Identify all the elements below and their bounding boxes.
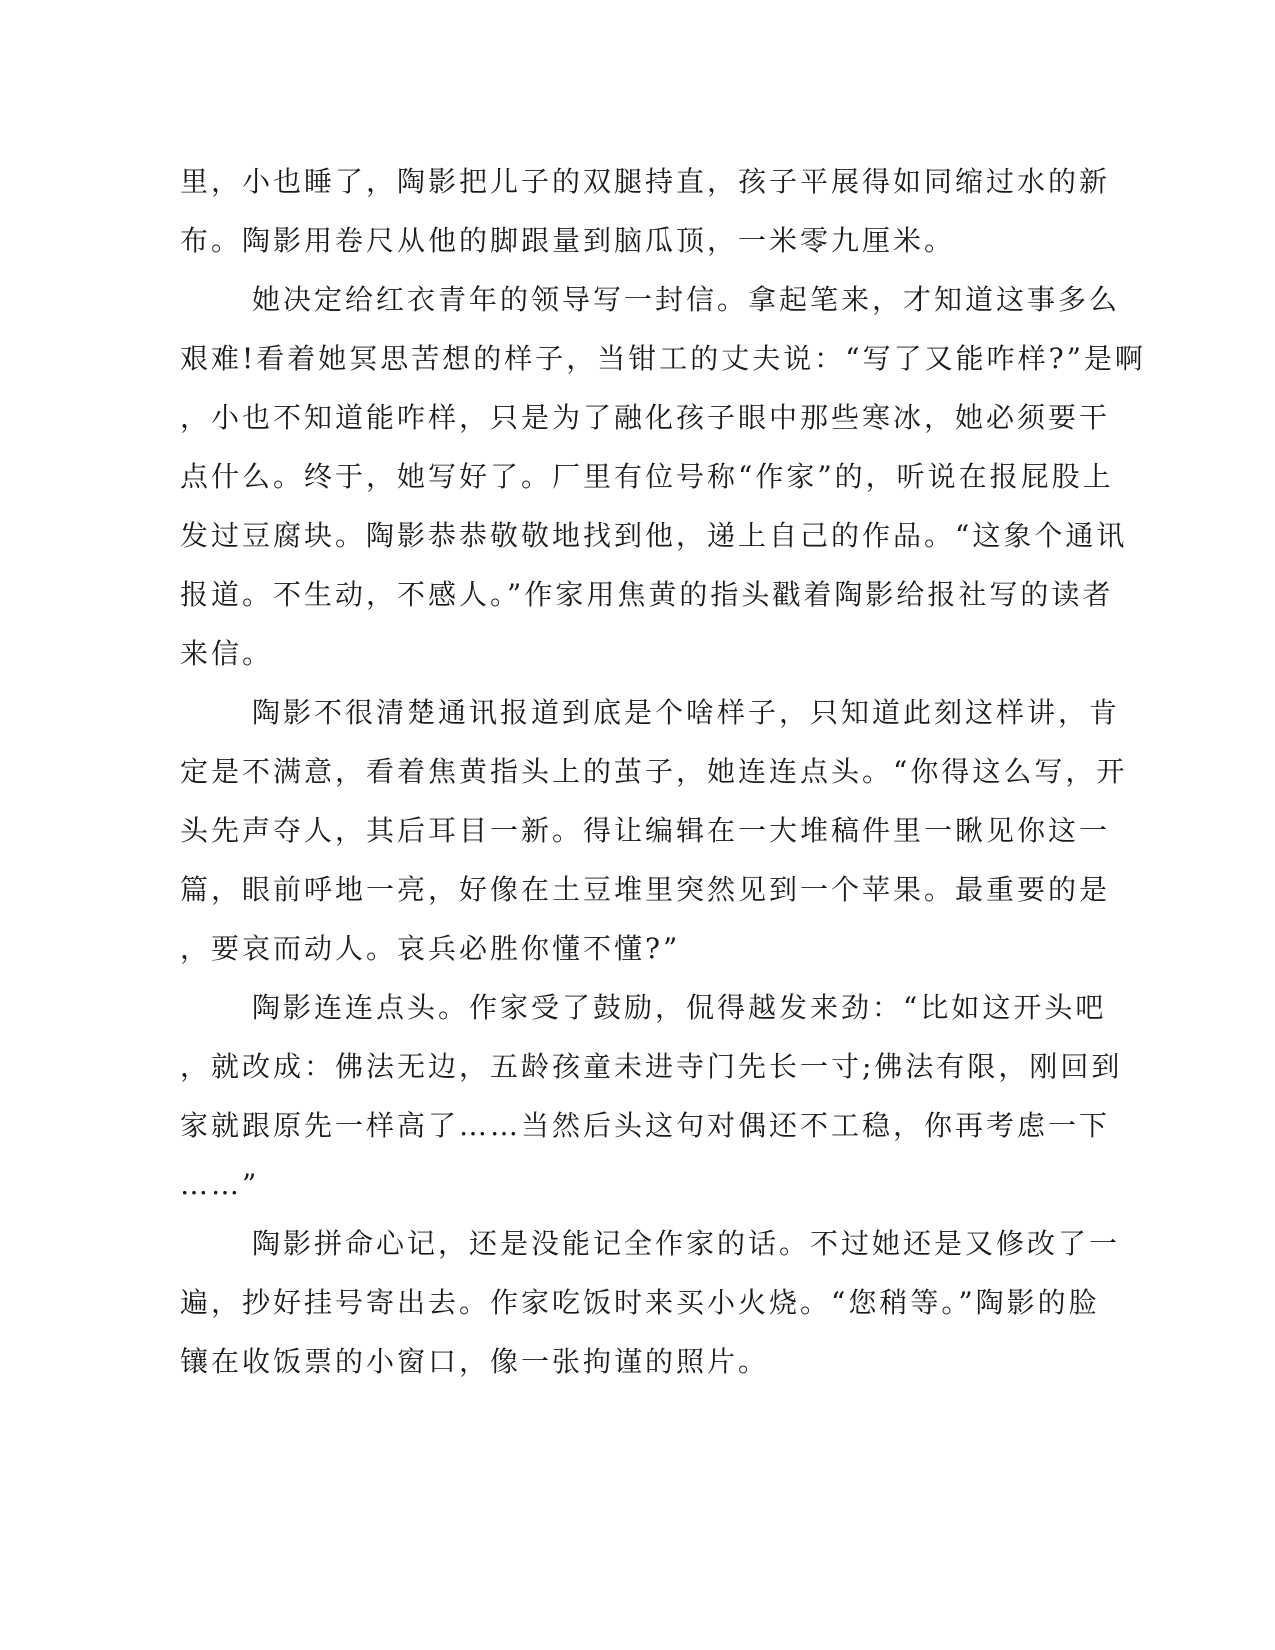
text-line: 家就跟原先一样高了……当然后头这句对偶还不工稳，你再考虑一下 xyxy=(180,1109,1111,1142)
body-text xyxy=(180,152,1146,1391)
text-line: 定是不满意，看着焦黄指头上的茧子，她连连点头。“你得这么写，开 xyxy=(180,755,1128,788)
text-line: 来信。 xyxy=(180,637,274,670)
text-line: 镶在收饭票的小窗口，像一张拘谨的照片。 xyxy=(180,1345,770,1378)
text-line: 她决定给红衣青年的领导写一封信。拿起笔来，才知道这事多么 xyxy=(252,283,1121,316)
text-line: 里，小也睡了，陶影把儿子的双腿持直，孩子平展得如同缩过水的新 xyxy=(180,165,1111,198)
text-line: 艰难!看着她冥思苦想的样子，当钳工的丈夫说：“写了又能咋样?”是啊 xyxy=(180,342,1146,375)
text-line: 头先声夺人，其后耳目一新。得让编辑在一大堆稿件里一瞅见你这一 xyxy=(180,814,1111,847)
text-line: 陶影连连点头。作家受了鼓励，侃得越发来劲：“比如这开头吧 xyxy=(252,991,1107,1024)
text-line: 陶影不很清楚通讯报道到底是个啥样子，只知道此刻这样讲，肯 xyxy=(252,696,1121,729)
text-line: 遍，抄好挂号寄出去。作家吃饭时来买小火烧。“您稍等。”陶影的脸 xyxy=(180,1286,1100,1319)
text-line: ……” xyxy=(180,1168,260,1201)
text-line: 布。陶影用卷尺从他的脚跟量到脑瓜顶，一米零九厘米。 xyxy=(180,224,956,257)
text-line: ，要哀而动人。哀兵必胜你懂不懂?” xyxy=(180,932,681,965)
text-line: 篇，眼前呼地一亮，好像在土豆堆里突然见到一个苹果。最重要的是 xyxy=(180,873,1111,906)
text-line: 点什么。终于，她写好了。厂里有位号称“作家”的，听说在报屁股上 xyxy=(180,460,1114,493)
text-line: 陶影拼命心记，还是没能记全作家的话。不过她还是又修改了一 xyxy=(252,1227,1121,1260)
text-line: ，小也不知道能咋样，只是为了融化孩子眼中那些寒冰，她必须要干 xyxy=(180,401,1111,434)
text-line: 发过豆腐块。陶影恭恭敬敬地找到他，递上自己的作品。“这象个通讯 xyxy=(180,519,1128,552)
text-line: 报道。不生动，不感人。”作家用焦黄的指头戳着陶影给报社写的读者 xyxy=(180,578,1114,611)
text-line: ，就改成：佛法无边，五龄孩童未进寺门先长一寸;佛法有限，刚回到 xyxy=(180,1050,1123,1083)
